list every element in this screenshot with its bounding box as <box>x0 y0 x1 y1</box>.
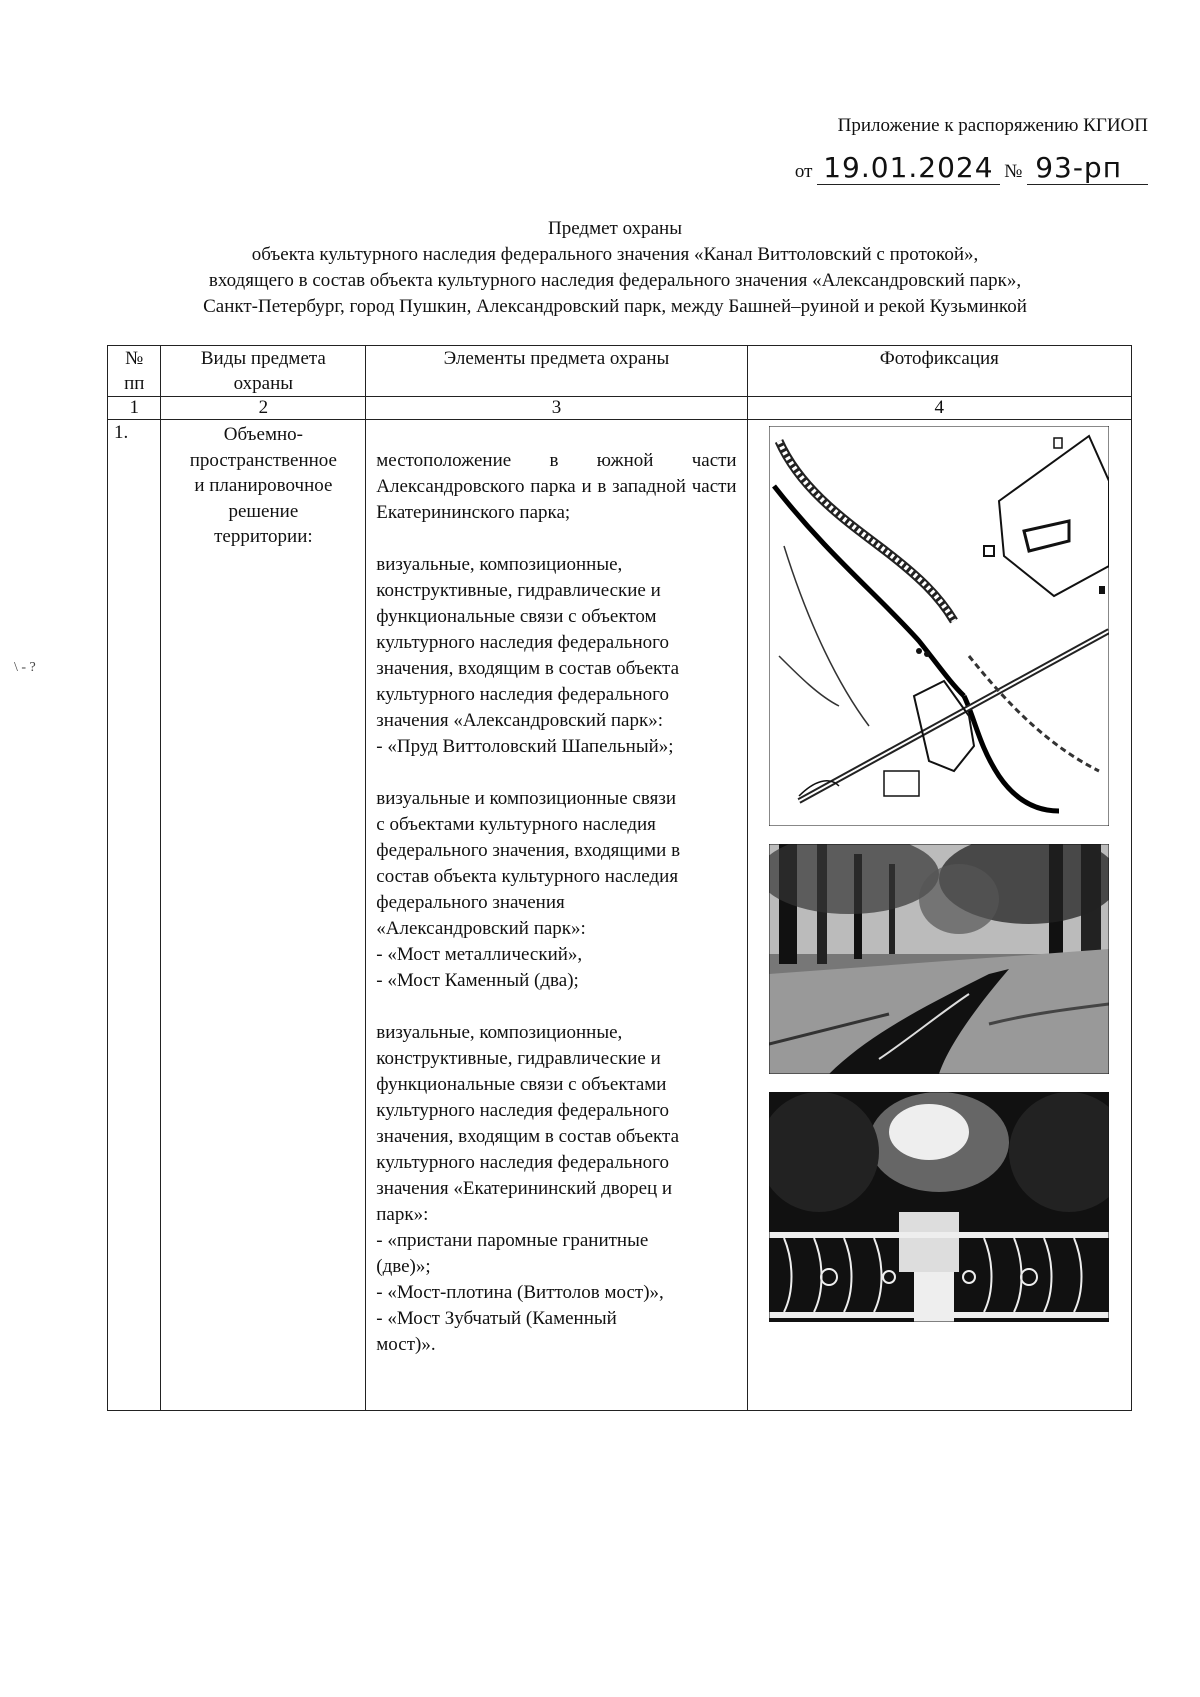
type-line: Объемно- <box>223 424 303 445</box>
title-line-3: входящего в состав объекта культурного наследия федерального значения «Александровский парк», <box>208 270 1022 291</box>
element-line: «Александровский парк»: <box>376 918 586 939</box>
element-line: визуальные, композиционные, <box>376 1022 623 1043</box>
element-line: культурного наследия федерального <box>376 1100 669 1121</box>
element-line: значения, входящим в состав объекта <box>376 658 680 679</box>
element-line: функциональные связи с объектами <box>376 1074 667 1095</box>
element-line: - «пристани паромные гранитные <box>376 1230 649 1251</box>
element-line: значения, входящим в состав объекта <box>376 1126 680 1147</box>
type-line: пространственное <box>189 449 337 471</box>
protection-type <box>161 420 366 1411</box>
element-line: (две)»; <box>376 1256 431 1277</box>
table-row <box>108 420 1132 1411</box>
canal-photo <box>769 844 1109 1074</box>
handwritten-date: 19.01.2024 <box>817 151 999 185</box>
header-num-a: № <box>125 348 144 369</box>
element-line: с объектами культурного наследия <box>376 814 656 835</box>
col-number-3: 3 <box>366 397 747 420</box>
site-map-image <box>769 426 1109 826</box>
number-label: № <box>1004 160 1023 182</box>
protection-table <box>107 345 1132 1411</box>
element-line: - «Мост-плотина (Виттолов мост)», <box>376 1282 664 1303</box>
type-line: и планировочное <box>194 475 333 496</box>
header-num <box>108 346 161 397</box>
annex-header <box>795 112 1148 189</box>
table-header-row <box>108 346 1132 397</box>
header-elements: Элементы предмета охраны <box>366 346 747 397</box>
header-types <box>161 346 366 397</box>
margin-mark: \ - ? <box>14 660 36 675</box>
element-paragraph-links-bridges <box>376 786 736 994</box>
element-line: культурного наследия федерального <box>376 1152 669 1173</box>
title-line-4: Санкт-Петербург, город Пушкин, Александровский парк, между Башней–руиной и рекой Кузьминкой <box>203 296 1027 317</box>
element-line: - «Пруд Виттоловский Шапельный»; <box>376 736 674 757</box>
header-types-a: Виды предмета <box>200 348 326 369</box>
element-line: визуальные и композиционные связи <box>376 788 676 809</box>
title-line-1: Предмет охраны <box>548 218 682 239</box>
header-photo: Фотофиксация <box>747 346 1131 397</box>
col-number-1: 1 <box>108 397 161 420</box>
document-title <box>100 216 1130 320</box>
element-line: федерального значения <box>376 892 565 913</box>
element-line: федерального значения, входящими в <box>376 840 681 861</box>
element-line: функциональные связи с объектом <box>376 606 657 627</box>
col-number-4: 4 <box>747 397 1131 420</box>
element-line: - «Мост металлический», <box>376 944 583 965</box>
element-line: состав объекта культурного наследия <box>376 866 679 887</box>
annex-title: Приложение к распоряжению КГИОП <box>837 115 1148 136</box>
handwritten-number: 93-рп <box>1027 151 1148 185</box>
element-line: мост)». <box>376 1334 436 1355</box>
element-line: значения «Екатерининский дворец и <box>376 1178 673 1199</box>
element-line: конструктивные, гидравлические и <box>376 1048 661 1069</box>
element-line: культурного наследия федерального <box>376 684 669 705</box>
element-line: - «Мост Каменный (два); <box>376 970 579 991</box>
row-number: 1. <box>108 420 161 1411</box>
column-number-row <box>108 397 1132 420</box>
type-line: территории: <box>214 526 313 547</box>
title-line-2: объекта культурного наследия федерального значения «Канал Виттоловский с протокой», <box>251 244 979 265</box>
type-line: решение <box>228 500 299 522</box>
element-line: культурного наследия федерального <box>376 632 669 653</box>
element-line: конструктивные, гидравлические и <box>376 580 661 601</box>
element-line: визуальные, композиционные, <box>376 554 623 575</box>
element-line: - «Мост Зубчатый (Каменный <box>376 1308 617 1329</box>
element-paragraph-links-pond <box>376 552 736 760</box>
photo-cell <box>747 420 1131 1411</box>
bridge-photo <box>769 1092 1109 1322</box>
annex-date-number <box>795 147 1148 189</box>
element-line: парк»: <box>376 1204 429 1225</box>
element-line: значения «Александровский парк»: <box>376 710 663 731</box>
element-paragraph-links-palace <box>376 1020 736 1358</box>
header-num-b: пп <box>124 373 145 394</box>
element-paragraph-location: местоположение в южной части Александровского парка и в западной части Екатерининского парка; <box>376 450 737 523</box>
col-number-2: 2 <box>161 397 366 420</box>
protection-elements <box>366 420 747 1411</box>
from-label: от <box>794 160 813 182</box>
header-types-b: охраны <box>233 373 294 394</box>
